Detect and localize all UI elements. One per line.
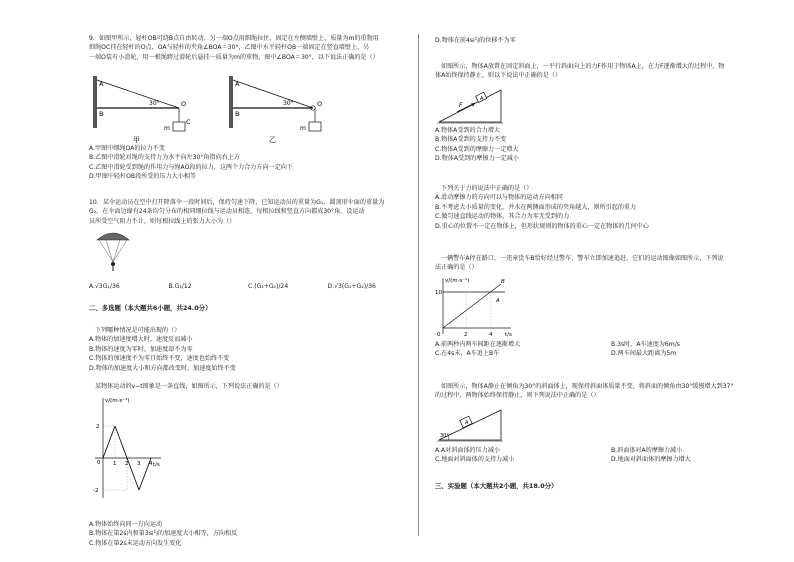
q15-vt-graph: [435, 274, 515, 338]
question-16: [435, 382, 787, 401]
label-b-jia: B: [99, 110, 104, 118]
q15-line-1: 一辆警车A停在路口，一违章货车B恰好经过警车，警车立即加速追赶，它们的运动图像如图所示，下列说: [441, 255, 724, 262]
q13-incline: [439, 90, 501, 122]
label-angle-yi: 30°: [283, 100, 294, 107]
q12-options: [89, 520, 407, 548]
q16-options: [435, 446, 787, 465]
q9-line-2: 细绳OC挂在轻杆的O点，OA与轻杆的夹角∠BOA＝30°，乙图中水平轻杆OB一端固定在竖直墙壁上，另: [89, 44, 370, 52]
question-13: [435, 62, 787, 81]
label-o-jia: O: [181, 100, 187, 108]
q15-origin: 0: [437, 332, 441, 338]
question-12: [89, 382, 407, 391]
question-15: [435, 254, 787, 273]
q12-option-c: C.物体在第2s末运动方向发生变化: [89, 539, 182, 547]
q15-option-c: C.在4s末，A车追上B车: [435, 350, 500, 358]
q14-option-b: B.不考虑大小质量的变化，井水在两侧面形成的夹角越大，则所引起的重力: [435, 203, 637, 211]
q9-figure-jia: [93, 74, 193, 146]
q10-line-1: 10．某伞运动员在空中打开降落伞一段时间后，保持匀速下降，已知运动员的重量为G₁，圆顶形伞面的重量为: [89, 199, 385, 206]
q14-option-d: D.重心的位置不一定在物体上，但形状规则的物体的重心一定在物体的几何中心: [435, 222, 649, 230]
q10-option-c: C.(G₁+G₂)/24: [248, 283, 289, 290]
q12-x-label: t/s: [153, 462, 160, 468]
label-a-jia: A: [99, 80, 104, 88]
q15-line-2: 法正确的是（）: [435, 264, 478, 272]
q14-stem: 下列关于力的说法中正确的是（）: [441, 185, 533, 192]
q13-options: [435, 126, 787, 164]
q15-x-tick-4: 4: [489, 332, 493, 338]
q9-option-d: D.甲图中轻杆OB段所受的压力大小相等: [89, 173, 197, 181]
q12-option-d-continued: [435, 36, 787, 45]
q11-option-a: A.物体的加速度增大时，速度反而减小: [89, 336, 193, 344]
q12-origin: 0: [97, 460, 101, 466]
q9-option-c: C.乙图中滑轮受到绳的作用力与绳AO段的拉力，这两个力合力方向一定向下: [89, 163, 293, 171]
q12-option-b: B.物体在第2s内和第3s内的加速度大小相等，方向相反: [89, 530, 238, 538]
q13-incline-figure: [435, 86, 505, 126]
parachute-canopy: [97, 233, 129, 240]
question-10: [89, 198, 407, 226]
q15-option-d: D.两车间最大距离为5m: [611, 350, 677, 358]
q14-option-a: A.滑动摩擦力的方向可以与物体的运动方向相同: [435, 194, 563, 202]
q15-option-a: A.前两秒内两车间距在逐渐增大: [435, 341, 521, 348]
q9-figure-yi: [229, 74, 329, 146]
question-11: [89, 326, 407, 373]
q12-y-tick-pos: 2: [96, 424, 100, 430]
caption-yi: 乙: [269, 136, 276, 144]
q13-label-f: F: [459, 102, 463, 109]
label-o-yi: O: [317, 100, 323, 108]
q16-label-a: A: [465, 420, 469, 426]
q13-label-a: A: [480, 96, 484, 102]
q15-x-tick-2: 2: [464, 332, 468, 338]
q10-options: [89, 282, 407, 291]
q11-option-c: C.物体的加速度不为零且始终不变，速度也始终不变: [89, 355, 230, 363]
q9-line-3: 一端O装有小滑轮，用一根绳跨过滑轮后悬挂一质量为m的重物，图中∠BOA＝30°，以下说法正确的是（）: [89, 53, 379, 61]
label-m-yi: m: [300, 125, 306, 132]
wall-jia: [93, 76, 97, 128]
q15-y-tick-10: 10: [435, 290, 442, 296]
q13-option-c: C.物体A受到的摩擦力一定增大: [435, 145, 519, 153]
q15-x-label: t/s: [505, 332, 512, 338]
q16-option-c: C.地面对斜面体的支持力减小: [435, 456, 515, 464]
q10-line-3: 员所受空气阻力不计，则每根拉线上的张力大小为（）: [89, 217, 236, 225]
q12-line-segment-1: [103, 426, 115, 458]
q9-option-a: A.甲图中细绳OA的拉力不变: [89, 145, 165, 152]
q15-line-a: [443, 284, 501, 328]
q10-line-2: G₂，在伞面边缘有24条均匀分布的相同细拉线与运动员相连，每根拉线和竖直方向都成30°角。设运动: [89, 208, 365, 216]
q12-option-a: A.物体始终向同一方向运动: [89, 521, 163, 528]
q16-angle-label: 30°: [440, 433, 449, 439]
q11-stem: 下列哪种情况是可能出现的（）: [95, 327, 181, 334]
q13-option-b: B.物体A受到的支持力不变: [435, 136, 507, 144]
weight-jia: [173, 122, 185, 131]
q9-options: [89, 144, 407, 182]
rope-oa-yi: [233, 80, 313, 108]
caption-jia: 甲: [133, 136, 140, 144]
q15-y-label: v/(m·s⁻¹): [445, 278, 470, 284]
q10-option-d: D.√3(G₁+G₂)/36: [327, 283, 376, 290]
parachute-figure: [95, 230, 131, 272]
q10-option-a: A.√3G₁/36: [89, 283, 120, 290]
column-divider: [418, 34, 419, 536]
q9-option-b: B.乙图中滑轮对绳的支持力为水平向左30°角指向右上方: [89, 154, 240, 162]
q16-option-a: A.A对斜面体的压力减小: [435, 447, 501, 454]
parachutist: [111, 262, 115, 266]
q16-option-b: B.斜面体对A的摩擦力减小: [611, 447, 683, 454]
label-b-yi: B: [235, 110, 240, 118]
label-a-yi: A: [235, 80, 240, 88]
q13-option-a: A.物体A受到的合力增大: [435, 127, 501, 134]
section-3-title: 三、实验题（本大题共2小题，共18.0分）: [435, 482, 558, 490]
q16-option-d: D.地面对斜面体的摩擦力增大: [611, 456, 691, 464]
question-14: [435, 184, 787, 231]
q14-option-c: C.做匀速直线运动的物体，其合力为零无受到的力: [435, 213, 570, 221]
wall-yi: [229, 76, 233, 128]
q13-option-d: D.物体A受到的摩擦力一定减小: [435, 155, 519, 163]
label-m-jia: m: [164, 125, 170, 132]
q15-label-b: B: [501, 279, 505, 285]
q12-x-tick-3: 3: [137, 461, 141, 467]
q9-line-1: 9．如图甲所示，轻杆OB可绕B点自由转动，另一端O点用细绳拉住，固定在左侧墙壁上，质量为m的重物用: [89, 35, 379, 42]
q16-incline-figure: [435, 404, 505, 444]
q12-option-d: D.物体在前4s内的位移不为零: [435, 37, 516, 44]
q12-x-tick-4: 4: [149, 461, 153, 467]
q16-line-2: 的过程中，两物体始终保持静止，则下列说法中正确的是（）: [435, 392, 600, 400]
q12-vt-graph: [91, 394, 167, 504]
question-9: [89, 34, 407, 62]
q12-x-tick-1: 1: [113, 461, 117, 467]
q15-options: [435, 340, 787, 359]
q10-option-b: B.G₁/12: [168, 283, 192, 290]
weight-yi: [309, 122, 321, 131]
q12-x-tick-2: 2: [125, 461, 129, 467]
q16-line-1: 如图所示，物体A静止在倾角为30°的斜面体上，现保持斜面体质量不变，将斜面的倾角由30°缓慢增大到37°: [441, 383, 734, 390]
label-angle-jia: 30°: [149, 100, 160, 107]
q12-y-tick-neg: -2: [93, 488, 99, 494]
q15-option-b: B.3s时，A车速度为6m/s: [611, 341, 680, 348]
label-c-jia: C: [186, 118, 191, 126]
q13-line-1: 如图所示，物体A放置在固定斜面上，一平行斜面向上的力F作用于物体A上，在力F逐渐增大的过程中，物: [441, 63, 725, 70]
q11-option-b: B.物体的速度为零时，加速度却不为零: [89, 345, 193, 353]
section-2-title: 二、多选题（本大题共6小题，共24.0分）: [89, 304, 212, 312]
q15-label-a: A: [496, 298, 500, 304]
q12-y-label: v/(m·s⁻¹): [105, 398, 130, 404]
q12-stem: 某物体运动的v−t图象是一条直线，如图所示，下列说法正确的是（）: [95, 383, 283, 390]
q11-option-d: D.物体的加速度大小和方向都改变时，加速度始终不变: [89, 364, 236, 372]
q13-line-2: 体A始终保持静止，则以下说法中正确的是（）: [435, 72, 562, 80]
rope-oa-jia: [97, 80, 179, 108]
